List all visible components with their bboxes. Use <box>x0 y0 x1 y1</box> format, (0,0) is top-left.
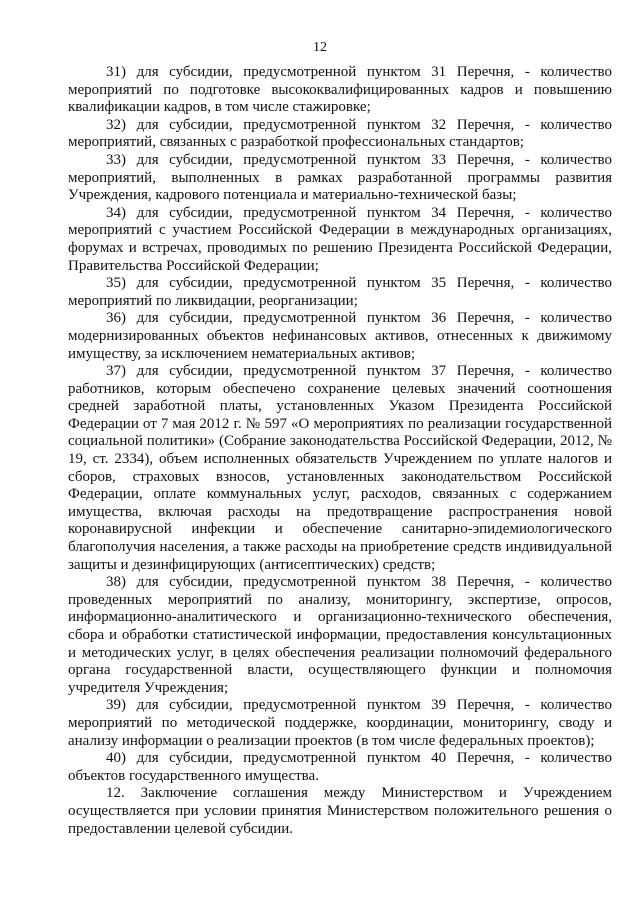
paragraph-item-33: 33) для субсидии, предусмотренной пунктом 33 Перечня, - количество мероприятий, выполненных в рамках разработанной программы развития Учреждения, кадрового потенциала и материально-технической базы; <box>68 151 612 204</box>
page-number: 12 <box>313 40 327 55</box>
paragraph-item-40: 40) для субсидии, предусмотренной пунктом 40 Перечня, - количество объектов государственного имущества. <box>68 750 612 784</box>
paragraph-item-39: 39) для субсидии, предусмотренной пунктом 39 Перечня, - количество мероприятий по методической поддержке, координации, мониторингу, своду и анализу информации о реализации проектов (в том числе федеральных проектов); <box>68 697 612 749</box>
paragraph-section-12: 12. Заключение соглашения между Министерством и Учреждением осуществляется при условии принятия Министерством положительного решения о предоставлении целевой субсидии. <box>68 785 612 837</box>
paragraph-item-37: 37) для субсидии, предусмотренной пунктом 37 Перечня, - количество работников, которым обеспечено сохранение целевых значений соотношения средней заработной платы, установленных Указом Президента Российской Федерации от 7 мая 2012 г. № 597 «О мероприятиях по реализации государственной социальной политики» (Собрание законодательства Российской Федерации, 2012, № 19, ст. 2334), объем исполненных обязательств Учреждением по уплате налогов и сборов, страховых взносов, установленных законодательством Российской Федерации, оплате коммунальных услуг, расходов, связанных с содержанием имущества, включая расходы на предотвращение распространения новой коронавирусной инфекции и обеспечение санитарно-эпидемиологического благополучия населения, а также расходы на приобретение средств индивидуальной защиты и дезинфицирующих (антисептических) средств; <box>68 363 612 573</box>
paragraph-item-36: 36) для субсидии, предусмотренной пунктом 36 Перечня, - количество модернизированных объектов нефинансовых активов, отнесенных к движимому имуществу, за исключением нематериальных активов; <box>68 310 612 362</box>
paragraph-item-34: 34) для субсидии, предусмотренной пунктом 34 Перечня, - количество мероприятий с участием Российской Федерации в международных организациях, форумах и встречах, проводимых по решению Президента Российской Федерации, Правительства Российской Федерации; <box>68 204 612 274</box>
paragraph-item-38: 38) для субсидии, предусмотренной пунктом 38 Перечня, - количество проведенных мероприятий по анализу, мониторингу, экспертизе, опросов, информационно-аналитического и организационно-технического обеспечения, сбора и обработки статистической информации, предоставления консультационных и методических услуг, в целях обеспечения реализации полномочий федерального органа государственной власти, осуществляющего функции и полномочия учредителя Учреждения; <box>68 574 612 696</box>
document-body <box>68 64 612 838</box>
paragraph-item-32: 32) для субсидии, предусмотренной пунктом 32 Перечня, - количество мероприятий, связанных с разработкой профессиональных стандартов; <box>68 116 612 151</box>
paragraph-item-35: 35) для субсидии, предусмотренной пунктом 35 Перечня, - количество мероприятий по ликвидации, реорганизации; <box>68 275 612 309</box>
paragraph-item-31: 31) для субсидии, предусмотренной пунктом 31 Перечня, - количество мероприятий по подготовке высококвалифицированных кадров и повышению квалификации кадров, в том числе стажировке; <box>68 64 612 116</box>
